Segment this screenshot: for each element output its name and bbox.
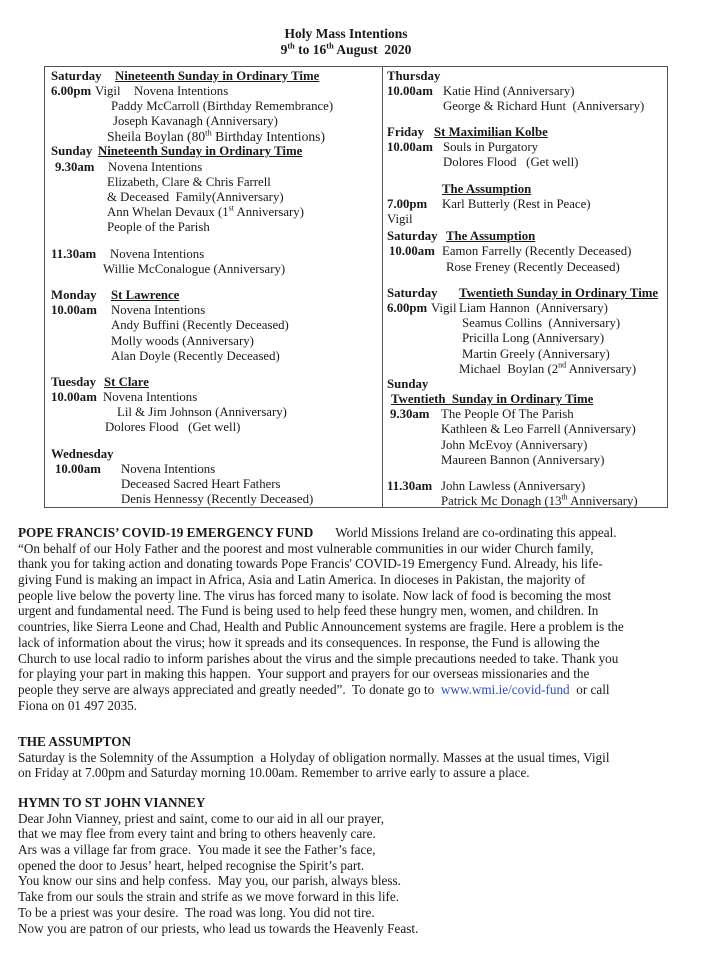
day-label: Friday [387, 125, 424, 140]
intention-text: Paddy McCarroll (Birthday Remembrance) [111, 98, 334, 113]
day-label: Monday [51, 287, 97, 302]
intention-line [383, 229, 667, 244]
intention-line [45, 220, 382, 235]
intention-text: Andy Buffini (Recently Deceased) [111, 318, 289, 333]
mass-time: 10.00am [387, 140, 433, 155]
intention-line [383, 84, 667, 99]
intention-line [383, 331, 667, 346]
intention-line [45, 303, 382, 318]
donate-link[interactable]: www.wmi.ie/covid-fund [440, 681, 570, 697]
hymn-line: that we may flee from every taint and bring to others heavenly care. [18, 826, 376, 842]
intention-line [45, 405, 382, 420]
hymn-line: opened the door to Jesus’ heart, helped recognise the Spirit’s part. [18, 857, 365, 873]
intention-text: The People Of The Parish [441, 407, 574, 422]
mass-time: 10.00am [387, 83, 433, 98]
intention-line [45, 190, 382, 205]
vigil-label: Vigil [431, 300, 457, 315]
intention-text: Novena Intentions [134, 83, 229, 98]
day-label: Saturday [51, 68, 102, 83]
intention-text: George & Richard Hunt (Anniversary) [443, 98, 645, 113]
mass-time: 10.00am [51, 303, 97, 318]
feast-title: Nineteenth Sunday in Ordinary Time [98, 144, 303, 159]
paragraph-line: thank you for taking action and donating towards Pope Francis' COVID-19 Emergency Fund. Already, his life- [18, 556, 603, 572]
intention-line [45, 205, 382, 220]
intention-line [45, 262, 382, 277]
intention-text-part: Patrick Mc Donagh (13 [441, 494, 562, 509]
intention-line [383, 479, 667, 494]
intention-text: Maureen Bannon (Anniversary) [441, 452, 605, 467]
assumption-section [18, 734, 698, 781]
intention-line [45, 349, 382, 364]
ordinal-suffix: th [326, 41, 334, 51]
vigil-label: Vigil [95, 83, 121, 98]
day-label: Sunday [51, 144, 93, 159]
intention-line [45, 175, 382, 190]
paragraph-line [18, 682, 698, 698]
intention-line [383, 212, 667, 227]
hymn-line: Ars was a village far from grace. You made it see the Father’s face, [18, 842, 376, 858]
intention-text: Novena Intentions [108, 159, 203, 174]
intention-line [45, 477, 382, 492]
intention-text: Novena Intentions [121, 461, 216, 476]
paragraph-line: people live below the poverty line. The virus has forced many to isolate. Now lack of food is becoming the most [18, 587, 612, 603]
intention-text: Joseph Kavanagh (Anniversary) [113, 114, 278, 129]
intention-line [383, 301, 667, 316]
mass-table-left-column [45, 67, 383, 507]
intention-line [383, 99, 667, 114]
intention-text-part: Anniversary) [233, 205, 304, 220]
mass-time: 10.00am [51, 390, 97, 405]
intention-text: Rose Freney (Recently Deceased) [446, 259, 620, 274]
intention-text: John McEvoy (Anniversary) [441, 437, 588, 452]
section-heading: POPE FRANCIS’ COVID-19 EMERGENCY FUND [18, 525, 314, 540]
intention-text: Katie Hind (Anniversary) [443, 83, 575, 98]
mass-time: 11.30am [51, 246, 97, 261]
day-label: Tuesday [51, 374, 97, 389]
intention-line [45, 334, 382, 349]
hymn-line: To be a priest was your desire. The road was long. You did not tire. [18, 904, 375, 920]
intention-text: Molly woods (Anniversary) [111, 333, 254, 348]
intention-text: Liam Hannon (Anniversary) [459, 300, 608, 315]
ordinal-suffix: nd [558, 360, 567, 370]
paragraph-line: “On behalf of our Holy Father and the poorest and most vulnerable communities in our wider Church family, [18, 540, 594, 556]
intention-text: People of the Parish [107, 220, 210, 235]
intention-text: Martin Greely (Anniversary) [462, 346, 610, 361]
feast-title: Twentieth Sunday in Ordinary Time [391, 392, 594, 407]
mass-table-right-column [383, 67, 667, 507]
mass-time: 6.00pm [387, 300, 428, 315]
mass-time: 7.00pm [387, 196, 428, 211]
intention-line [45, 420, 382, 435]
intention-line [383, 362, 667, 377]
intention-text: Dolores Flood (Get well) [443, 155, 579, 170]
intention-line [45, 84, 382, 99]
intention-line [383, 377, 667, 392]
paragraph-line: for playing your part in making this happen. Your support and prayers for our overseas missionaries and the [18, 666, 590, 682]
paragraph-line: giving Fund is making an impact in Africa, Asia and Latin America. In dioceses in Pakistan, the majority of [18, 572, 586, 588]
mass-time: 11.30am [387, 479, 433, 493]
date-range [0, 42, 692, 58]
paragraph-line: Church to use local radio to inform parishes about the virus and the simple precautions needed to take. Thank you [18, 650, 619, 666]
intention-line [45, 492, 382, 507]
intention-text: Eamon Farrelly (Recently Deceased) [442, 244, 632, 259]
feast-title: Nineteenth Sunday in Ordinary Time [115, 68, 320, 83]
intention-text [107, 129, 325, 144]
section-heading: THE ASSUMPTON [18, 734, 131, 749]
intention-line [383, 125, 667, 140]
feast-title: St Maximilian Kolbe [434, 125, 548, 140]
intention-line [383, 260, 667, 275]
intention-text: Alan Doyle (Recently Deceased) [111, 348, 280, 363]
date-end: August 2020 [333, 42, 412, 57]
intention-line [45, 69, 382, 84]
intention-text-part: Anniversary) [566, 361, 637, 376]
intention-text-part: Michael Boylan (2 [459, 361, 559, 376]
mass-time: 9.30am [390, 407, 430, 422]
page-title: Holy Mass Intentions [284, 26, 408, 41]
intention-line [383, 286, 667, 301]
intention-line [383, 392, 667, 407]
donate-text: or call [569, 681, 610, 697]
intention-line [383, 347, 667, 362]
intention-text: Novena Intentions [111, 303, 206, 318]
intention-text-part: Anniversary) [567, 494, 638, 509]
intention-line [383, 244, 667, 259]
date-start: 9 [280, 42, 288, 57]
hymn-line: Now you are patron of our priests, who lead us towards the Heavenly Feast. [18, 920, 419, 936]
hymn-line: Dear John Vianney, priest and saint, come to our aid in all our prayer, [18, 810, 384, 826]
paragraph-line [18, 525, 698, 541]
intention-line [45, 144, 382, 159]
paragraph-line: countries, like Sierra Leone and Chad, Health and Public Announcement systems are fragile. Here a problem is the [18, 619, 624, 635]
intention-text: Deceased Sacred Heart Fathers [121, 477, 281, 491]
intention-text: John Lawless (Anniversary) [441, 479, 586, 493]
intention-line [383, 438, 667, 453]
intention-line [383, 453, 667, 468]
intention-text: Kathleen & Leo Farrell (Anniversary) [441, 422, 636, 437]
intention-text: Denis Hennessy (Recently Deceased) [121, 492, 314, 507]
mass-time: 10.00am [389, 244, 435, 259]
intention-text: Souls in Purgatory [443, 140, 539, 155]
paragraph-line: Saturday is the Solemnity of the Assumption a Holyday of obligation normally. Masses at the usual times, Vigil [18, 749, 610, 765]
intention-text: Novena Intentions [110, 246, 205, 261]
intention-line [383, 316, 667, 331]
feast-title: The Assumption [446, 229, 536, 244]
paragraph-line: Fiona on 01 497 2035. [18, 697, 138, 713]
intention-line [383, 182, 667, 197]
intention-line [383, 155, 667, 170]
hymn-line: You know our sins and help confess. May you, our parish, always bless. [18, 873, 401, 889]
hymn-line: Take from our souls the strain and strife as we move forward in this life. [18, 889, 400, 905]
intention-line [383, 69, 667, 84]
intention-text: Willie McConalogue (Anniversary) [103, 261, 286, 276]
paragraph-line: on Friday at 7.00pm and Saturday morning 10.00am. Remember to arrive early to assure a place. [18, 765, 530, 781]
intention-line [45, 129, 382, 144]
intention-line [45, 288, 382, 303]
intention-text-part: Ann Whelan Devaux (1 [107, 205, 229, 220]
intention-line [45, 247, 382, 262]
ordinal-suffix: th [205, 127, 212, 138]
day-label: Saturday [387, 229, 438, 244]
paragraph-line: lack of information about the virus; how it spreads and its consequences. In response, the Fund is allowing the [18, 634, 600, 650]
hymn-section [18, 795, 698, 936]
intention-text-part: Birthday Intentions) [211, 129, 325, 145]
intention-text-part: Sheila Boylan (80 [107, 129, 206, 145]
day-label: Wednesday [51, 446, 114, 461]
ordinal-suffix: st [228, 203, 234, 213]
intention-text: Seamus Collins (Anniversary) [462, 316, 621, 331]
vigil-label: Vigil [387, 212, 413, 226]
intention-text: Dolores Flood (Get well) [105, 420, 241, 435]
mass-intentions-table [44, 66, 668, 508]
intention-text [441, 494, 638, 509]
intention-text: Lil & Jim Johnson (Anniversary) [117, 405, 287, 420]
intention-line [45, 99, 382, 114]
intention-text: & Deceased Family(Anniversary) [107, 190, 284, 204]
feast-title: St Lawrence [111, 287, 180, 302]
intention-line [45, 114, 382, 129]
intention-line [45, 462, 382, 477]
day-label: Saturday [387, 285, 438, 300]
section-intro: World Missions Ireland are co-ordinating this appeal. [335, 525, 617, 540]
intention-text: Elizabeth, Clare & Chris Farrell [107, 174, 271, 189]
intention-line [45, 318, 382, 333]
ordinal-suffix: th [287, 41, 295, 51]
day-label: Sunday [387, 376, 429, 391]
day-label: Thursday [387, 68, 441, 83]
donate-text: people they serve are always appreciated and greatly needed”. To donate go to [18, 681, 441, 697]
intention-line [45, 160, 382, 175]
intention-line [383, 140, 667, 155]
mass-time: 6.00pm [51, 83, 92, 98]
feast-title: St Clare [104, 374, 149, 389]
covid-fund-section [18, 525, 698, 713]
intention-line [383, 407, 667, 422]
mass-time: 10.00am [55, 461, 101, 476]
intention-text: Novena Intentions [103, 390, 198, 405]
date-middle: to 16 [294, 42, 327, 57]
intention-line [45, 447, 382, 462]
intention-text: Karl Butterly (Rest in Peace) [442, 196, 591, 211]
feast-title: Twentieth Sunday in Ordinary Time [459, 285, 659, 300]
intention-line [383, 494, 667, 509]
intention-text: Pricilla Long (Anniversary) [462, 331, 605, 346]
mass-time: 9.30am [55, 159, 95, 174]
intention-text [459, 362, 636, 377]
intention-line [383, 422, 667, 437]
intention-line [45, 375, 382, 390]
ordinal-suffix: th [561, 492, 568, 502]
intention-line [45, 390, 382, 405]
intention-text [107, 205, 304, 220]
paragraph-line: urgent and fundamental need. The Fund is being used to help feed these hungry men, women, and children. In [18, 603, 599, 619]
feast-title: The Assumption [442, 181, 532, 196]
intention-line [383, 197, 667, 212]
section-heading: HYMN TO ST JOHN VIANNEY [18, 795, 206, 810]
